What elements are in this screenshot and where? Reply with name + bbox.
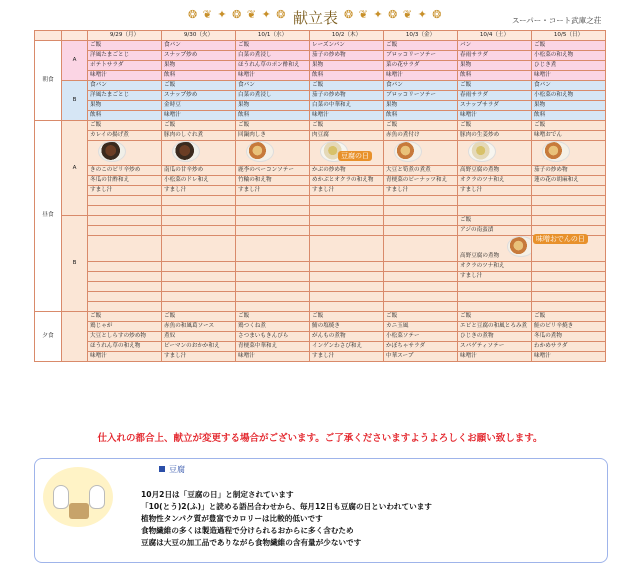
menu-cell [162, 261, 236, 271]
menu-cell [236, 271, 310, 281]
menu-cell: 味噌汁 [236, 70, 310, 80]
menu-row [35, 261, 606, 271]
menu-cell: ピーマンのおかか和え [162, 341, 236, 351]
menu-cell: すまし汁 [458, 186, 532, 196]
menu-cell: わかめサラダ [532, 341, 606, 351]
menu-cell: 味噌汁 [384, 70, 458, 80]
menu-cell: スナップサラダ [458, 100, 532, 110]
menu-cell [88, 271, 162, 281]
menu-cell: 食パン [236, 80, 310, 90]
menu-cell: ご飯 [310, 120, 384, 130]
menu-cell: 赤魚の和風葛ソース [162, 321, 236, 331]
menu-cell: エビと豆腐の和風とろみ煮 [458, 321, 532, 331]
menu-cell [458, 301, 532, 311]
menu-cell [162, 271, 236, 281]
menu-cell [162, 281, 236, 291]
plan-label: A [62, 40, 88, 80]
menu-cell: 果物 [88, 100, 162, 110]
food-photo [542, 141, 570, 162]
date-header-row [35, 31, 606, 41]
menu-cell: ご飯 [384, 311, 458, 321]
header-blank [35, 31, 62, 41]
menu-cell: 蓮の花の胡麻和え [532, 176, 606, 186]
menu-cell: カレイの揚げ煮 [88, 130, 162, 140]
menu-cell [310, 281, 384, 291]
menu-cell [88, 281, 162, 291]
menu-row [35, 130, 606, 140]
menu-cell: 白菜の煮浸し [236, 90, 310, 100]
header-decoration-right: ❂ ❦ ✦ ❂ ❦ ✦ ❂ [344, 8, 443, 21]
menu-cell: 味噌汁 [162, 110, 236, 120]
page-title: 献立表 [293, 9, 339, 27]
menu-cell: ご飯 [458, 80, 532, 90]
menu-cell [236, 206, 310, 216]
menu-cell: かぼちゃサラダ [384, 341, 458, 351]
menu-row [35, 226, 606, 236]
menu-cell: 小松菜のドレ和え [162, 176, 236, 186]
date-header: 10/3（金） [384, 31, 458, 41]
menu-cell: 南瓜の甘辛炒め [162, 166, 236, 176]
food-photo [98, 141, 126, 162]
date-header: 10/1（水） [236, 31, 310, 41]
menu-cell: めかぶとオクラの和え物 [310, 176, 384, 186]
menu-cell [88, 206, 162, 216]
menu-cell: 食パン [88, 80, 162, 90]
menu-cell: 回鍋肉しき [236, 130, 310, 140]
menu-cell [458, 281, 532, 291]
menu-cell: すまし汁 [458, 271, 532, 281]
menu-cell: ご飯 [458, 216, 532, 226]
menu-cell [88, 216, 162, 226]
menu-row [35, 50, 606, 60]
menu-row [35, 186, 606, 196]
menu-row [35, 166, 606, 176]
menu-cell: アジの南蛮漬 [458, 226, 532, 236]
menu-cell: 冬瓜の煮物 [532, 331, 606, 341]
menu-cell [236, 291, 310, 301]
date-header: 9/29（月） [88, 31, 162, 41]
menu-cell: 茄子の炒め物 [310, 50, 384, 60]
menu-cell: 金時豆 [162, 100, 236, 110]
menu-cell: ご飯 [532, 120, 606, 130]
menu-row [35, 140, 606, 166]
menu-cell [236, 261, 310, 271]
menu-cell [236, 226, 310, 236]
menu-cell: ご飯 [162, 80, 236, 90]
menu-cell: ご飯 [162, 311, 236, 321]
menu-cell: 竹輪の和え物 [236, 176, 310, 186]
menu-row [35, 216, 606, 226]
menu-cell [162, 196, 236, 206]
mortar-icon [69, 503, 89, 519]
menu-cell [88, 196, 162, 206]
menu-cell: 果物 [384, 100, 458, 110]
menu-cell: さつまいもきんぴら [236, 331, 310, 341]
menu-cell [532, 206, 606, 216]
menu-cell [236, 196, 310, 206]
menu-cell [532, 140, 606, 166]
menu-cell: すまし汁 [310, 351, 384, 361]
menu-cell [532, 271, 606, 281]
menu-cell [310, 216, 384, 226]
menu-cell: 豚肉の生姜炒め [458, 130, 532, 140]
menu-cell: ご飯 [310, 80, 384, 90]
menu-cell: ほうれん草の和え物 [88, 341, 162, 351]
menu-cell: 味噌汁 [458, 351, 532, 361]
menu-cell: 鯖の塩焼き [310, 321, 384, 331]
menu-row [35, 110, 606, 120]
menu-cell [236, 140, 310, 166]
menu-cell: 青梗菜中華和え [236, 341, 310, 351]
menu-cell: 飲料 [236, 110, 310, 120]
menu-cell: 味噌汁 [532, 70, 606, 80]
food-photo [246, 141, 274, 162]
store-name: スーパー・コート武庫之荘 [512, 16, 602, 25]
info-title [159, 464, 185, 475]
menu-cell [236, 216, 310, 226]
menu-row [35, 176, 606, 186]
date-header: 9/30（火） [162, 31, 236, 41]
menu-cell [532, 301, 606, 311]
menu-cell [162, 301, 236, 311]
menu-row [35, 120, 606, 130]
menu-row [35, 70, 606, 80]
menu-cell [88, 261, 162, 271]
menu-cell: スパゲティソテー [458, 341, 532, 351]
menu-cell [384, 140, 458, 166]
menu-cell: ひじきの煮物 [458, 331, 532, 341]
menu-cell [88, 291, 162, 301]
menu-row [35, 60, 606, 70]
menu-cell [310, 206, 384, 216]
menu-cell [236, 236, 310, 262]
menu-cell [310, 196, 384, 206]
menu-cell [310, 236, 384, 262]
menu-cell: ご飯 [88, 40, 162, 50]
menu-cell: かぶの炒め物 [310, 166, 384, 176]
menu-cell: 小松菜ソテー [384, 331, 458, 341]
menu-cell: 白菜の煮浸し [236, 50, 310, 60]
menu-cell: 果物 [532, 100, 606, 110]
menu-cell: 飲料 [532, 110, 606, 120]
menu-cell: 豚肉のしぐれ煮 [162, 130, 236, 140]
menu-cell: 高野豆腐の煮物 [458, 236, 532, 262]
menu-cell [88, 236, 162, 262]
menu-cell [88, 226, 162, 236]
menu-cell: すまし汁 [236, 186, 310, 196]
menu-cell [532, 291, 606, 301]
menu-cell: ご飯 [384, 120, 458, 130]
menu-cell [310, 226, 384, 236]
bunny-icon [89, 485, 105, 509]
menu-cell: 味噌おでん [532, 130, 606, 140]
menu-cell: 鮭のピリ辛焼き [532, 321, 606, 331]
info-line: 植物性タンパク質が豊富でカロリーは比較的低いです [141, 514, 323, 523]
menu-cell [458, 140, 532, 166]
page-header [0, 6, 640, 28]
meal-label: 昼食 [35, 120, 62, 311]
menu-cell: 冬瓜の甘酢和え [88, 176, 162, 186]
date-header: 10/5（日） [532, 31, 606, 41]
menu-cell: 大豆と筍煮の煮煮 [384, 166, 458, 176]
menu-cell [458, 206, 532, 216]
meal-label: 夕食 [35, 311, 62, 361]
menu-cell: 鶏じゃが [88, 321, 162, 331]
menu-cell: 洋風たまごとじ [88, 50, 162, 60]
info-title-text: 豆腐 [169, 465, 185, 474]
menu-cell [88, 301, 162, 311]
info-line: 「10(とう)2(ふ)」と読める語呂合わせから、毎月12日も豆腐の日といわれています [141, 502, 432, 511]
menu-cell [162, 226, 236, 236]
plan-label: B [62, 216, 88, 312]
menu-cell: 飲料 [88, 110, 162, 120]
menu-cell: ご飯 [384, 40, 458, 50]
menu-row [35, 341, 606, 351]
food-photo [172, 141, 200, 162]
menu-cell: ご飯 [236, 40, 310, 50]
menu-row [35, 206, 606, 216]
menu-cell: 高野豆腐の煮物 [458, 166, 532, 176]
menu-cell: ご飯 [162, 120, 236, 130]
menu-row [35, 281, 606, 291]
header-decoration-left: ❂ ❦ ✦ ❂ ❦ ✦ ❂ [188, 8, 287, 21]
menu-row [35, 196, 606, 206]
menu-cell [162, 291, 236, 301]
info-line: 食物繊維の多くは製造過程で分けられるおからに多く含むため [141, 526, 354, 535]
menu-cell: 鶏つくね煮 [236, 321, 310, 331]
menu-cell: 茄子の炒め物 [532, 166, 606, 176]
menu-cell: 味噌汁 [532, 351, 606, 361]
menu-cell: ご飯 [310, 311, 384, 321]
menu-cell: スナップ炒め [162, 50, 236, 60]
square-icon [159, 466, 165, 472]
menu-row [35, 90, 606, 100]
menu-cell: ブロッコリーソテー [384, 90, 458, 100]
menu-cell [162, 216, 236, 226]
menu-cell: カニ玉風 [384, 321, 458, 331]
menu-cell: 肉豆腐 [310, 130, 384, 140]
date-header: 10/4（土） [458, 31, 532, 41]
menu-cell: 青梗菜のピーナッツ和え [384, 176, 458, 186]
menu-row [35, 321, 606, 331]
menu-cell: 果物 [162, 60, 236, 70]
menu-row [35, 271, 606, 281]
menu-cell [384, 216, 458, 226]
menu-cell: 食パン [384, 80, 458, 90]
menu-cell: ご飯 [88, 120, 162, 130]
menu-cell: オクラのツナ和え [458, 261, 532, 271]
menu-cell: 小松菜の和え物 [532, 50, 606, 60]
info-box [34, 458, 608, 563]
date-header: 10/2（木） [310, 31, 384, 41]
menu-cell: ひじき煮 [532, 60, 606, 70]
menu-cell: ご飯 [88, 311, 162, 321]
bunny-illustration [43, 467, 113, 527]
menu-cell [88, 140, 162, 166]
menu-cell: 味噌汁 [458, 110, 532, 120]
menu-cell [162, 140, 236, 166]
food-photo [394, 141, 422, 162]
menu-cell [532, 196, 606, 206]
header-blank [62, 31, 88, 41]
menu-cell: ご飯 [532, 311, 606, 321]
menu-cell [384, 261, 458, 271]
menu-cell: すまし汁 [384, 186, 458, 196]
menu-cell [384, 196, 458, 206]
menu-cell: 味噌汁 [310, 110, 384, 120]
menu-cell: 果物 [236, 100, 310, 110]
menu-cell: 小松菜の和え物 [532, 90, 606, 100]
menu-cell: ご飯 [458, 120, 532, 130]
menu-cell: インゲンわさび和え [310, 341, 384, 351]
menu-row [35, 331, 606, 341]
menu-cell: 飲料 [458, 70, 532, 80]
plan-label: A [62, 120, 88, 216]
menu-cell: ポテトサラダ [88, 60, 162, 70]
menu-cell: 茄子の炒め物 [310, 90, 384, 100]
menu-cell: すまし汁 [162, 186, 236, 196]
menu-cell: ご飯 [236, 311, 310, 321]
menu-cell [458, 196, 532, 206]
menu-cell: 白菜の中華和え [310, 100, 384, 110]
menu-cell [384, 281, 458, 291]
menu-cell [310, 271, 384, 281]
menu-cell: 煮奴 [162, 331, 236, 341]
menu-cell: レーズンパン [310, 40, 384, 50]
menu-cell: すまし汁 [88, 186, 162, 196]
food-photo [468, 141, 496, 162]
menu-cell: ご飯 [458, 311, 532, 321]
menu-row [35, 351, 606, 361]
menu-cell [532, 186, 606, 196]
menu-cell: 赤魚の煮付け [384, 130, 458, 140]
menu-table [34, 30, 606, 362]
menu-row [35, 236, 606, 262]
menu-cell: 味噌汁 [88, 70, 162, 80]
menu-cell [384, 236, 458, 262]
menu-cell [310, 291, 384, 301]
menu-cell: 洋風たまごとじ [88, 90, 162, 100]
menu-cell [384, 206, 458, 216]
food-photo [507, 236, 531, 257]
menu-cell: がんもの煮物 [310, 331, 384, 341]
menu-cell [236, 301, 310, 311]
menu-cell [310, 261, 384, 271]
menu-cell [384, 291, 458, 301]
menu-cell: 飲料 [310, 70, 384, 80]
menu-cell: オクラのツナ和え [458, 176, 532, 186]
menu-cell [384, 271, 458, 281]
menu-cell: ほうれん草のポン酢和え [236, 60, 310, 70]
menu-cell: 鹿李のベーコンソテー [236, 166, 310, 176]
menu-cell: 菜の花サラダ [384, 60, 458, 70]
menu-cell: 食パン [162, 40, 236, 50]
menu-cell [384, 301, 458, 311]
menu-cell [236, 281, 310, 291]
menu-cell [458, 291, 532, 301]
menu-cell: 大豆としらすの炒め物 [88, 331, 162, 341]
menu-cell: すまし汁 [162, 351, 236, 361]
meal-label: 朝食 [35, 40, 62, 120]
menu-row [35, 100, 606, 110]
menu-cell: 飲料 [162, 70, 236, 80]
menu-cell: 果物 [458, 60, 532, 70]
menu-cell: 味噌汁 [88, 351, 162, 361]
menu-cell: パン [458, 40, 532, 50]
menu-row [35, 291, 606, 301]
menu-row [35, 40, 606, 50]
menu-row [35, 80, 606, 90]
menu-cell [162, 206, 236, 216]
menu-cell [162, 236, 236, 262]
menu-cell: 味噌汁 [236, 351, 310, 361]
menu-cell [532, 261, 606, 271]
menu-cell: きのこのピリ辛炒め [88, 166, 162, 176]
menu-cell: ブロッコリーソテー [384, 50, 458, 60]
menu-cell: すまし汁 [310, 186, 384, 196]
plan-label: B [62, 80, 88, 120]
menu-cell [532, 281, 606, 291]
menu-cell: 飲料 [384, 110, 458, 120]
menu-cell: 食パン [532, 80, 606, 90]
bunny-icon [53, 485, 69, 509]
info-line: 10月2日は「豆腐の日」と制定されています [141, 490, 294, 499]
tofu-day-badge: 豆腐の日 [338, 151, 372, 161]
menu-row [35, 311, 606, 321]
menu-cell [532, 216, 606, 226]
oden-day-badge: 味噌おでんの日 [533, 234, 588, 244]
menu-cell: 春雨サラダ [458, 50, 532, 60]
notice-text: 仕入れの都合上、献立が変更する場合がございます。ご了承くださいますようよろしくお願い致します。 [97, 433, 543, 444]
menu-row [35, 301, 606, 311]
info-line: 豆腐は大豆の加工品でありながら食物繊維の含有量が少ないです [141, 538, 362, 547]
menu-cell: 果物 [310, 60, 384, 70]
menu-cell: ご飯 [236, 120, 310, 130]
menu-cell: 春雨サラダ [458, 90, 532, 100]
menu-cell [384, 226, 458, 236]
plan-label [62, 311, 88, 361]
menu-cell [310, 301, 384, 311]
menu-cell: 中華スープ [384, 351, 458, 361]
menu-cell: ご飯 [532, 40, 606, 50]
menu-cell: スナップ炒め [162, 90, 236, 100]
